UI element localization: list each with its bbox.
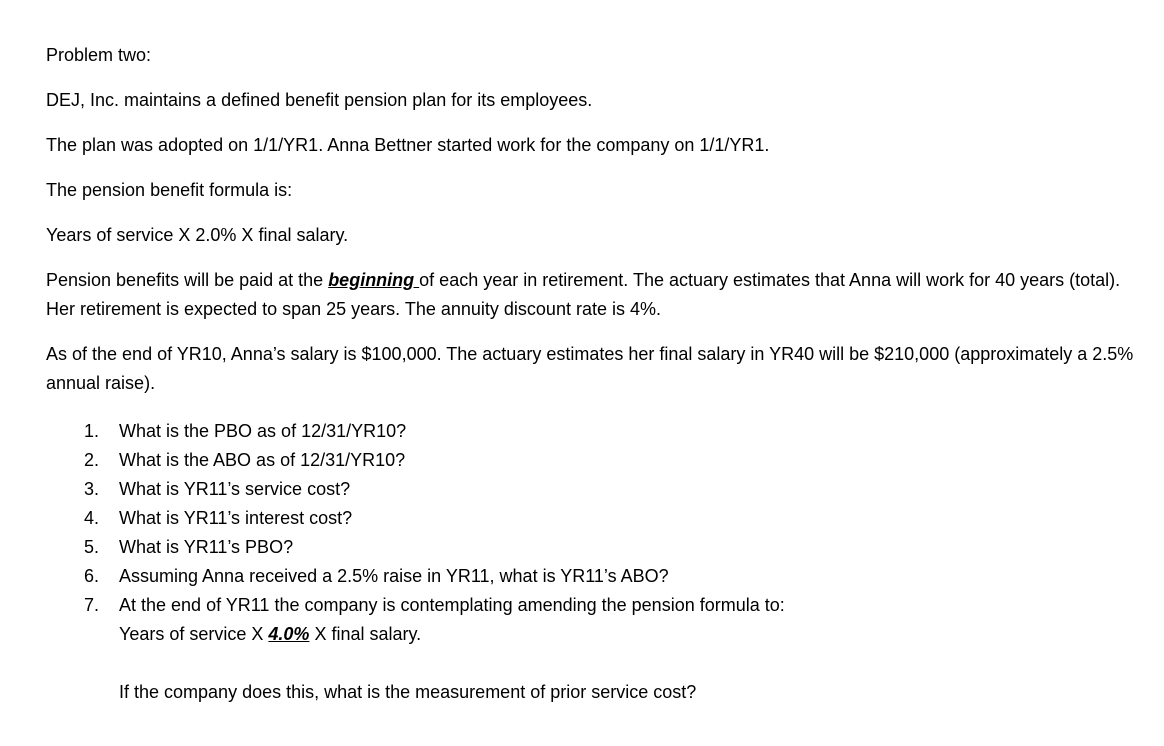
question-number: 7.: [84, 595, 100, 615]
question-item: [84, 449, 405, 471]
question-text: What is YR11’s PBO?: [119, 537, 294, 557]
question-number: 1.: [84, 421, 100, 441]
problem-heading: Problem two:: [46, 45, 152, 65]
question-number: 4.: [84, 508, 100, 528]
question-item: [84, 594, 785, 616]
question-item: [84, 420, 406, 442]
benefits-text-after: of each year in retirement. The actuary estimates that Anna will work for 40 years (total). Her retirement is expected to span 25 years. The annuity discount rate is 4%.: [46, 270, 1121, 319]
adoption-text: The plan was adopted on 1/1/YR1. Anna Bettner started work for the company on 1/1/YR1.: [46, 135, 770, 155]
question-text: At the end of YR11 the company is contemplating amending the pension formula to:: [119, 595, 785, 615]
question-number: 2.: [84, 450, 100, 470]
benefit-formula: Years of service X 2.0% X final salary.: [46, 225, 349, 245]
question-number: 6.: [84, 566, 100, 586]
formula-label: The pension benefit formula is:: [46, 180, 293, 200]
question-text: Assuming Anna received a 2.5% raise in YR11, what is YR11’s ABO?: [119, 566, 669, 586]
beginning-emphasis: beginning: [328, 270, 420, 290]
amended-formula-before: Years of service X: [119, 624, 269, 644]
salary-paragraph: As of the end of YR10, Anna’s salary is $100,000. The actuary estimates her final salary in YR40 will be $210,000 (approximately a 2.5% annual raise).: [46, 344, 1134, 393]
intro-text: DEJ, Inc. maintains a defined benefit pension plan for its employees.: [46, 90, 593, 110]
question-item: [84, 507, 352, 529]
question-text: What is the ABO as of 12/31/YR10?: [119, 450, 406, 470]
question-number: 5.: [84, 537, 100, 557]
question-text: What is the PBO as of 12/31/YR10?: [119, 421, 407, 441]
question-number: 3.: [84, 479, 100, 499]
question-item: [84, 478, 350, 500]
amended-formula-after: X final salary.: [309, 624, 422, 644]
amended-rate-emphasis: 4.0%: [268, 624, 310, 644]
benefits-paragraph: [46, 266, 1136, 324]
amended-formula: [119, 623, 421, 645]
question-item: [84, 536, 293, 558]
benefits-text-before: Pension benefits will be paid at the: [46, 270, 329, 290]
question-text: What is YR11’s interest cost?: [119, 508, 353, 528]
question-item: [84, 565, 669, 587]
closing-question: If the company does this, what is the measurement of prior service cost?: [119, 682, 697, 702]
question-text: What is YR11’s service cost?: [119, 479, 351, 499]
